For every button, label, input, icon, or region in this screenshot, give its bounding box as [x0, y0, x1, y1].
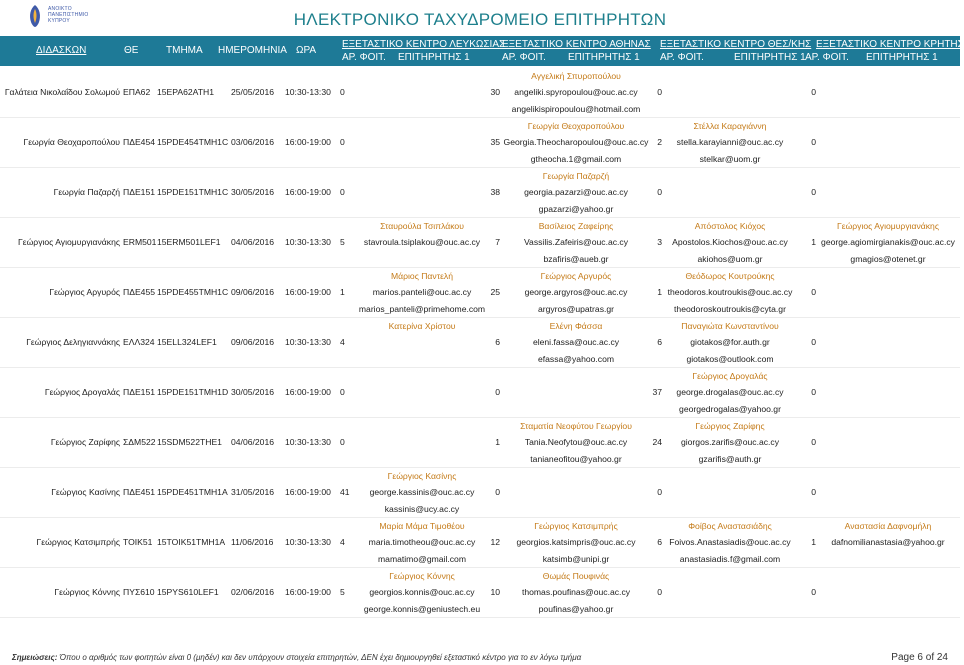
invigilator-block	[498, 118, 654, 167]
invigilator-name: Γεωργία Θεοχαροπούλου	[527, 121, 625, 131]
invigilator-block	[498, 518, 654, 567]
student-count: 30	[490, 87, 500, 97]
university-logo	[26, 4, 136, 30]
exam-date: 25/05/2016	[231, 87, 275, 97]
tutor-name: Γεωργία Θεοχαροπούλου	[23, 137, 120, 147]
invigilator-block	[356, 218, 488, 251]
invigilator-name: Σταυρούλα Τσιπλάκου	[380, 221, 464, 231]
tutor-name: Γεώργιος Κόννης	[54, 587, 120, 597]
invigilator-block	[664, 268, 796, 317]
student-count: 5	[340, 237, 345, 247]
header-center-athens: ΕΞΕΤΑΣΤΙΚΟ ΚΕΝΤΡΟ ΑΘΗΝΑΣ	[502, 39, 651, 50]
invigilator-email[interactable]: bzafiris@aueb.gr	[543, 253, 609, 264]
invigilator-name: Αναστασία Δαφνομήλη	[844, 521, 932, 531]
invigilator-name: Κατερίνα Χρίστου	[388, 321, 456, 331]
invigilator-block	[816, 518, 960, 551]
student-count: 4	[340, 337, 345, 347]
invigilator-block	[498, 418, 654, 467]
invigilator-name: Θωμάς Πουφινάς	[542, 571, 610, 581]
table-row	[0, 468, 960, 518]
invigilator-name: Γεώργιος Αργυρός	[540, 271, 612, 281]
footer-note: Σημειώσεις: Όπου ο αριθμός των φοιτητών είναι 0 (μηδέν) και δεν υπάρχουν στοιχεία επιτηρητών, ΔΕΝ έχει δημιουργηθεί εξεταστικό κέντρο για το εν λόγω τμήμα	[12, 653, 582, 662]
exam-time: 16:00-19:00	[285, 387, 331, 397]
table-row	[0, 218, 960, 268]
student-count: 0	[657, 87, 662, 97]
invigilator-email[interactable]: Georgia.Theocharopoulou@ouc.ac.cy	[503, 137, 649, 148]
student-count: 0	[811, 487, 816, 497]
header-center-crete: ΕΞΕΤΑΣΤΙΚΟ ΚΕΝΤΡΟ ΚΡΗΤΗΣ	[816, 39, 964, 50]
header-invig-athens: ΕΠΙΤΗΡΗΤΗΣ 1	[568, 52, 640, 63]
student-count: 7	[495, 237, 500, 247]
invigilator-email[interactable]: dafnomilianastasia@yahoo.gr	[831, 537, 945, 548]
invigilator-name: Γεώργιος Κασίνης	[387, 471, 457, 481]
section-code: 15TOIK51TMH1A	[157, 537, 226, 547]
student-count: 6	[495, 337, 500, 347]
section-code: 15ERM501LEF1	[157, 237, 221, 247]
section-code: 15PDE454TMH1C	[157, 137, 229, 147]
course-code: ΕΛΛ324	[123, 337, 155, 347]
invigilator-email[interactable]: thomas.poufinas@ouc.ac.cy	[521, 587, 631, 598]
section-code: 15PDE151TMH1D	[157, 387, 229, 397]
invigilator-email[interactable]: argyros@upatras.gr	[537, 303, 615, 314]
invigilator-name: Γεώργιος Κατσιμπρής	[534, 521, 618, 531]
invigilator-block	[356, 568, 488, 617]
student-count: 0	[811, 337, 816, 347]
invigilator-name: Σταματία Νεοφύτου Γεωργίου	[520, 421, 632, 431]
student-count: 0	[811, 387, 816, 397]
invigilator-email[interactable]: katsimb@unipi.gr	[542, 553, 610, 564]
invigilator-block	[498, 68, 654, 117]
student-count: 0	[340, 187, 345, 197]
course-code: ΠΥΣ610	[123, 587, 155, 597]
university-seal-icon	[26, 4, 44, 28]
invigilator-block	[664, 218, 796, 267]
tutor-name: Γεώργιος Αγιομυργιανάκης	[18, 237, 120, 247]
invigilator-name: Στέλλα Καραγιάννη	[693, 121, 767, 131]
invigilator-email[interactable]: anastasiadis.f@gmail.com	[679, 553, 781, 564]
header-date: ΗΜΕΡΟΜΗΝΙΑ	[218, 45, 287, 56]
student-count: 0	[657, 187, 662, 197]
invigilator-email[interactable]: georgia.pazarzi@ouc.ac.cy	[524, 187, 628, 198]
invigilator-block	[664, 368, 796, 417]
exam-date: 04/06/2016	[231, 237, 275, 247]
invigilator-block	[498, 568, 654, 617]
invigilator-email[interactable]: angelikispiropoulou@hotmail.com	[511, 103, 641, 114]
tutor-name: Γεώργιος Αργυρός	[49, 287, 120, 297]
invigilator-name: Απόστολος Κιόχος	[694, 221, 766, 231]
student-count: 0	[657, 487, 662, 497]
student-count: 0	[495, 487, 500, 497]
section-code: 15SDM522THE1	[157, 437, 222, 447]
exam-time: 16:00-19:00	[285, 487, 331, 497]
header-count-athens: ΑΡ. ΦΟΙΤ.	[502, 52, 546, 63]
table-row	[0, 268, 960, 318]
invigilator-email[interactable]: george.drogalas@ouc.ac.cy	[676, 387, 784, 398]
invigilator-email[interactable]: gpazarzi@yahoo.gr	[538, 203, 614, 214]
exam-date: 09/06/2016	[231, 287, 275, 297]
exam-time: 16:00-19:00	[285, 287, 331, 297]
table-row	[0, 68, 960, 118]
student-count: 37	[652, 387, 662, 397]
student-count: 5	[340, 587, 345, 597]
student-count: 1	[811, 237, 816, 247]
student-count: 0	[811, 187, 816, 197]
invigilator-email[interactable]: theodoros.koutroukis@ouc.ac.cy	[667, 287, 793, 298]
section-code: 15EPA62ATH1	[157, 87, 215, 97]
header-count-crete: ΑΡ. ΦΟΙΤ.	[805, 52, 849, 63]
header-invig-nicosia: ΕΠΙΤΗΡΗΤΗΣ 1	[398, 52, 470, 63]
invigilator-email[interactable]: poufinas@yahoo.gr	[538, 603, 614, 614]
invigilator-name: Αγγελική Σπυροπούλου	[531, 71, 621, 81]
student-count: 12	[490, 537, 500, 547]
invigilator-email[interactable]: stelkar@uom.gr	[699, 153, 761, 164]
invigilator-email[interactable]: george.kassinis@ouc.ac.cy	[369, 487, 475, 498]
invigilator-email[interactable]: akiohos@uom.gr	[697, 253, 763, 264]
student-count: 0	[340, 437, 345, 447]
student-count: 0	[340, 137, 345, 147]
invigilator-email[interactable]: kassinis@ucy.ac.cy	[384, 503, 460, 514]
table-header	[0, 36, 964, 66]
table-row	[0, 518, 960, 568]
invigilator-email[interactable]: maria.timotheou@ouc.ac.cy	[368, 537, 476, 548]
exam-time: 16:00-19:00	[285, 587, 331, 597]
header-course: ΘΕ	[124, 45, 139, 56]
invigilator-email[interactable]: giotakos@outlook.com	[686, 353, 774, 364]
header-invig-thessaloniki: ΕΠΙΤΗΡΗΤΗΣ 1	[734, 52, 806, 63]
invigilator-name: Γεωργία Παζαρζή	[542, 171, 610, 181]
invigilator-email[interactable]: Foivos.Anastasiadis@ouc.ac.cy	[669, 537, 791, 548]
course-code: ΕΠΑ62	[123, 87, 151, 97]
course-code: ΠΔΕ455	[123, 287, 156, 297]
invigilator-block	[664, 318, 796, 367]
course-code: ΠΔΕ454	[123, 137, 156, 147]
exam-time: 10:30-13:30	[285, 237, 331, 247]
header-count-nicosia: ΑΡ. ΦΟΙΤ.	[342, 52, 386, 63]
header-center-nicosia: ΕΞΕΤΑΣΤΙΚΟ ΚΕΝΤΡΟ ΛΕΥΚΩΣΙΑΣ	[342, 39, 506, 50]
student-count: 0	[340, 387, 345, 397]
table-body	[0, 68, 960, 618]
student-count: 3	[657, 237, 662, 247]
student-count: 0	[811, 587, 816, 597]
invigilator-email[interactable]: gmagios@otenet.gr	[850, 253, 926, 264]
invigilator-name: Μάριος Παντελή	[390, 271, 453, 281]
student-count: 4	[340, 537, 345, 547]
student-count: 0	[657, 587, 662, 597]
invigilator-email[interactable]: theodoroskoutroukis@cyta.gr	[674, 303, 786, 314]
invigilator-block	[498, 168, 654, 217]
course-code: ΠΔΕ451	[123, 487, 156, 497]
invigilator-email[interactable]: eleni.fassa@ouc.ac.cy	[532, 337, 620, 348]
invigilator-block	[498, 218, 654, 267]
invigilator-email[interactable]: georgios.konnis@ouc.ac.cy	[369, 587, 475, 598]
logo-text: ΑΝΟΙΚΤΟ ΠΑΝΕΠΙΣΤΗΜΙΟ ΚΥΠΡΟΥ	[48, 6, 89, 24]
tutor-name: Γεώργιος Κασίνης	[51, 487, 120, 497]
exam-time: 10:30-13:30	[285, 537, 331, 547]
page-title: ΗΛΕΚΤΡΟΝΙΚΟ ΤΑΧΥΔΡΟΜΕΙΟ ΕΠΙΤΗΡΗΤΩΝ	[293, 10, 667, 29]
invigilator-email[interactable]: marios_panteli@primehome.com	[358, 303, 486, 314]
header-invig-crete: ΕΠΙΤΗΡΗΤΗΣ 1	[866, 52, 938, 63]
invigilator-email[interactable]: georgios.katsimpris@ouc.ac.cy	[516, 537, 636, 548]
invigilator-email[interactable]: mamatimo@gmail.com	[378, 553, 466, 564]
invigilator-block	[356, 268, 488, 317]
table-row	[0, 368, 960, 418]
section-code: 15PDE151TMH1C	[157, 187, 229, 197]
exam-date: 31/05/2016	[231, 487, 275, 497]
header-section: ΤΜΗΜΑ	[166, 45, 203, 56]
exam-date: 03/06/2016	[231, 137, 275, 147]
invigilator-email[interactable]: angeliki.spyropoulou@ouc.ac.cy	[514, 87, 638, 98]
exam-time: 16:00-19:00	[285, 187, 331, 197]
exam-time: 10:30-13:30	[285, 337, 331, 347]
invigilator-email[interactable]: Tania.Neofytou@ouc.ac.cy	[524, 437, 628, 448]
header-tutors: ΔΙΔΑΣΚΩΝ	[36, 45, 87, 56]
invigilator-email[interactable]: Vassilis.Zafeiris@ouc.ac.cy	[523, 237, 629, 248]
student-count: 0	[811, 87, 816, 97]
section-code: 15PDE455TMH1C	[157, 287, 229, 297]
student-count: 0	[811, 437, 816, 447]
invigilator-email[interactable]: giotakos@for.auth.gr	[690, 337, 770, 348]
exam-date: 30/05/2016	[231, 187, 275, 197]
table-row	[0, 568, 960, 618]
tutor-name: Γαλάτεια Νικολαΐδου Σολωμού	[4, 87, 120, 97]
course-code: ERM501	[123, 237, 157, 247]
student-count: 1	[340, 287, 345, 297]
course-code: ΠΔΕ151	[123, 387, 156, 397]
invigilator-block	[498, 268, 654, 317]
exam-time: 16:00-19:00	[285, 137, 331, 147]
invigilator-name: Γεώργιος Κόννης	[389, 571, 455, 581]
invigilator-email[interactable]: efassa@yahoo.com	[537, 353, 615, 364]
tutor-name: Γεώργιος Δεληγιαννάκης	[26, 337, 120, 347]
invigilator-email[interactable]: stavroula.tsiplakou@ouc.ac.cy	[363, 237, 481, 248]
invigilator-block	[664, 418, 796, 467]
invigilator-email[interactable]: gtheocha.1@gmail.com	[530, 153, 622, 164]
tutor-name: Γεώργιος Δρογαλάς	[44, 387, 120, 397]
exam-date: 04/06/2016	[231, 437, 275, 447]
invigilator-block	[816, 218, 960, 267]
header-center-thessaloniki: ΕΞΕΤΑΣΤΙΚΟ ΚΕΝΤΡΟ ΘΕΣ/ΚΗΣ	[660, 39, 812, 50]
tutor-name: Γεωργία Παζαρζή	[53, 187, 120, 197]
invigilator-block	[664, 118, 796, 167]
student-count: 6	[657, 537, 662, 547]
invigilator-name: Γεώργιος Ζαρίφης	[695, 421, 765, 431]
invigilator-name: Γεώργιος Αγιομυργιανάκης	[837, 221, 939, 231]
section-code: 15PDE451TMH1A	[157, 487, 228, 497]
invigilator-name: Ελένη Φάσσα	[549, 321, 603, 331]
invigilator-email[interactable]: stella.karayianni@ouc.ac.cy	[676, 137, 784, 148]
invigilator-email[interactable]: gzarifis@auth.gr	[698, 453, 762, 464]
invigilator-name: Βασίλειος Ζαφείρης	[538, 221, 614, 231]
invigilator-name: Μαρία Μάμα Τιμοθέου	[379, 521, 465, 531]
invigilator-block	[356, 318, 488, 334]
student-count: 0	[811, 137, 816, 147]
invigilator-name: Γεώργιος Δρογαλάς	[692, 371, 768, 381]
exam-time: 10:30-13:30	[285, 87, 331, 97]
invigilator-email[interactable]: giorgos.zarifis@ouc.ac.cy	[680, 437, 780, 448]
table-row	[0, 118, 960, 168]
exam-date: 02/06/2016	[231, 587, 275, 597]
student-count: 1	[495, 437, 500, 447]
course-code: ΤΟΙΚ51	[123, 537, 153, 547]
section-code: 15ELL324LEF1	[157, 337, 217, 347]
tutor-name: Γεώργιος Κατσιμπρής	[36, 537, 120, 547]
invigilator-email[interactable]: george.agiomirgianakis@ouc.ac.cy	[821, 237, 955, 248]
student-count: 1	[811, 537, 816, 547]
course-code: ΠΔΕ151	[123, 187, 156, 197]
student-count: 0	[495, 387, 500, 397]
invigilator-block	[356, 468, 488, 517]
student-count: 1	[657, 287, 662, 297]
student-count: 2	[657, 137, 662, 147]
header-time: ΩΡΑ	[296, 45, 317, 56]
exam-date: 09/06/2016	[231, 337, 275, 347]
invigilator-block	[664, 518, 796, 567]
exam-date: 30/05/2016	[231, 387, 275, 397]
exam-date: 11/06/2016	[231, 537, 274, 547]
invigilator-name: Φοίβος Αναστασιάδης	[688, 521, 772, 531]
invigilator-block	[498, 318, 654, 367]
section-code: 15PYS610LEF1	[157, 587, 219, 597]
invigilator-email[interactable]: tanianeofitou@yahoo.gr	[530, 453, 622, 464]
table-row	[0, 418, 960, 468]
student-count: 10	[490, 587, 500, 597]
student-count: 0	[811, 287, 816, 297]
table-row	[0, 318, 960, 368]
invigilator-email[interactable]: marios.panteli@ouc.ac.cy	[372, 287, 472, 298]
student-count: 41	[340, 487, 350, 497]
invigilator-email[interactable]: george.konnis@geniustech.eu	[363, 603, 481, 614]
invigilator-block	[356, 518, 488, 567]
invigilator-email[interactable]: georgedrogalas@yahoo.gr	[679, 403, 781, 414]
exam-time: 10:30-13:30	[285, 437, 331, 447]
student-count: 24	[652, 437, 662, 447]
student-count: 0	[340, 87, 345, 97]
course-code: ΣΔΜ522	[123, 437, 156, 447]
student-count: 25	[490, 287, 500, 297]
invigilator-email[interactable]: Apostolos.Kiochos@ouc.ac.cy	[672, 237, 788, 248]
invigilator-name: Παναγιώτα Κωνσταντίνου	[681, 321, 779, 331]
table-row	[0, 168, 960, 218]
student-count: 38	[490, 187, 500, 197]
header-count-thessaloniki: ΑΡ. ΦΟΙΤ.	[660, 52, 704, 63]
page-number: Page 6 of 24	[891, 652, 948, 663]
invigilator-email[interactable]: george.argyros@ouc.ac.cy	[524, 287, 628, 298]
invigilator-name: Θεόδωρος Κουτρούκης	[685, 271, 775, 281]
tutor-name: Γεώργιος Ζαρίφης	[50, 437, 120, 447]
student-count: 6	[657, 337, 662, 347]
student-count: 35	[490, 137, 500, 147]
